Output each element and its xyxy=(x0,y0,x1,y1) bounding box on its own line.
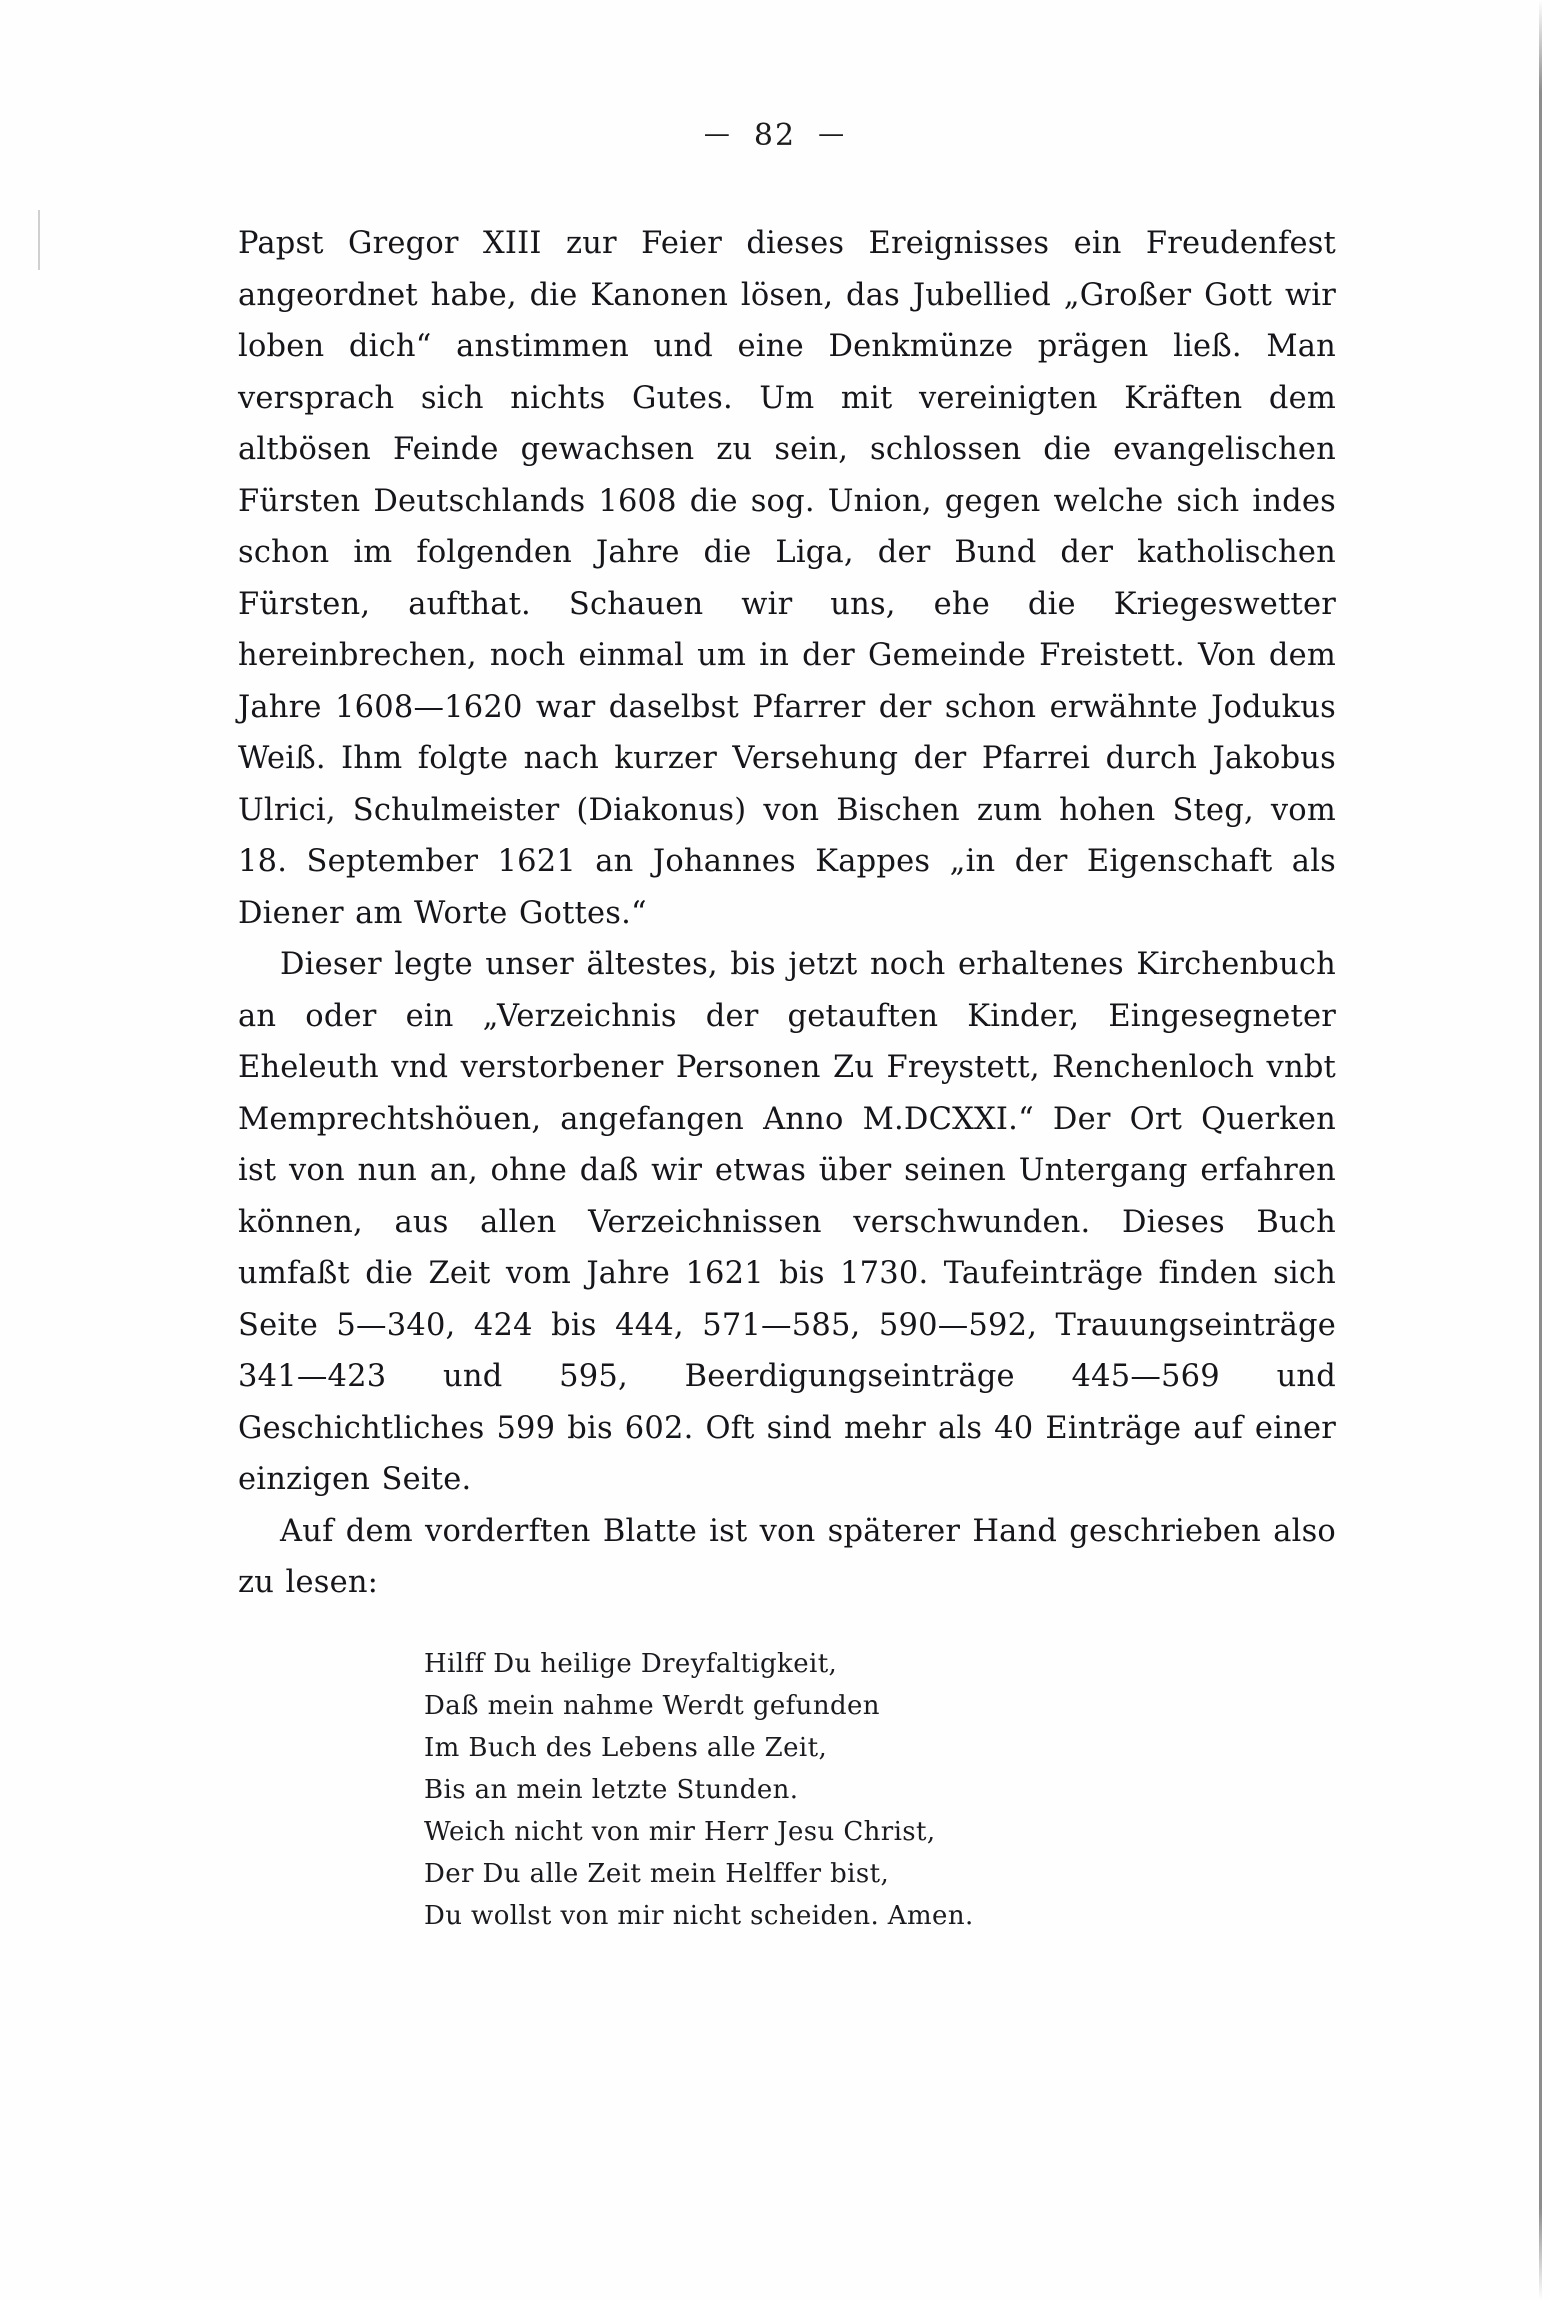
page-number-dash-left: — xyxy=(703,119,732,149)
verse-line: Du wollst von mir nicht scheiden. Amen. xyxy=(424,1900,974,1931)
scan-edge-artifact-right xyxy=(1539,0,1542,2300)
body-paragraph-2: Dieser legte unser ältestes, bis jetzt noch erhaltenes Kirchenbuch an oder ein „Verzeichnis der getauften Kinder, Eingesegneter Eheleuth vnd verstorbener Personen Zu Freystett, Renchenloch vnbt Memprechtshöuen, angefangen Anno M.DCXXI.“ Der Ort Querken ist von nun an, ohne daß wir etwas über seinen Untergang erfahren können, aus allen Verzeichnissen verschwunden. Dieses Buch umfaßt die Zeit vom Jahre 1621 bis 1730. Taufeinträge finden sich Seite 5—340, 424 bis 444, 571—585, 590—592, Trauungseinträge 341—423 und 595, Beerdigungseinträge 445—569 und Geschichtliches 599 bis 602. Oft sind mehr als 40 Einträge auf einer einzigen Seite. xyxy=(238,947,1336,1497)
page-number-dash-right: — xyxy=(818,119,847,149)
verse-line: Daß mein nahme Werdt gefunden xyxy=(424,1690,880,1721)
scan-edge-artifact-left xyxy=(38,210,40,270)
page-header xyxy=(0,118,1550,153)
verse-line: Weich nicht von mir Herr Jesu Christ, xyxy=(424,1816,936,1847)
verse-line: Im Buch des Lebens alle Zeit, xyxy=(424,1732,828,1763)
verse-line: Der Du alle Zeit mein Helffer bist, xyxy=(424,1858,890,1889)
body-paragraph-3: Auf dem vorderften Blatte ist von späterer Hand geschrieben also zu lesen: xyxy=(238,1513,1336,1600)
verse-line: Hilff Du heilige Dreyfaltigkeit, xyxy=(424,1648,838,1679)
page-body xyxy=(238,218,1336,1937)
verse-line: Bis an mein letzte Stunden. xyxy=(424,1774,799,1805)
body-paragraph-1: Papst Gregor XIII zur Feier dieses Ereignisses ein Freudenfest angeordnet habe, die Kanonen lösen, das Jubellied „Großer Gott wir loben dich“ anstimmen und eine Denkmünze prägen ließ. Man versprach sich nichts Gutes. Um mit vereinigten Kräften dem altbösen Feinde gewachsen zu sein, schlossen die evangelischen Fürsten Deutschlands 1608 die sog. Union, gegen welche sich indes schon im folgenden Jahre die Liga, der Bund der katholischen Fürsten, aufthat. Schauen wir uns, ehe die Kriegeswetter hereinbrechen, noch einmal um in der Gemeinde Freistett. Von dem Jahre 1608—1620 war daselbst Pfarrer der schon erwähnte Jodukus Weiß. Ihm folgte nach kurzer Versehung der Pfarrei durch Jakobus Ulrici, Schulmeister (Diakonus) von Bischen zum hohen Steg, vom 18. September 1621 an Johannes Kappes „in der Eigenschaft als Diener am Worte Gottes.“ xyxy=(238,226,1336,931)
verse-block xyxy=(238,1643,1336,1937)
page-number: 82 xyxy=(753,118,797,153)
